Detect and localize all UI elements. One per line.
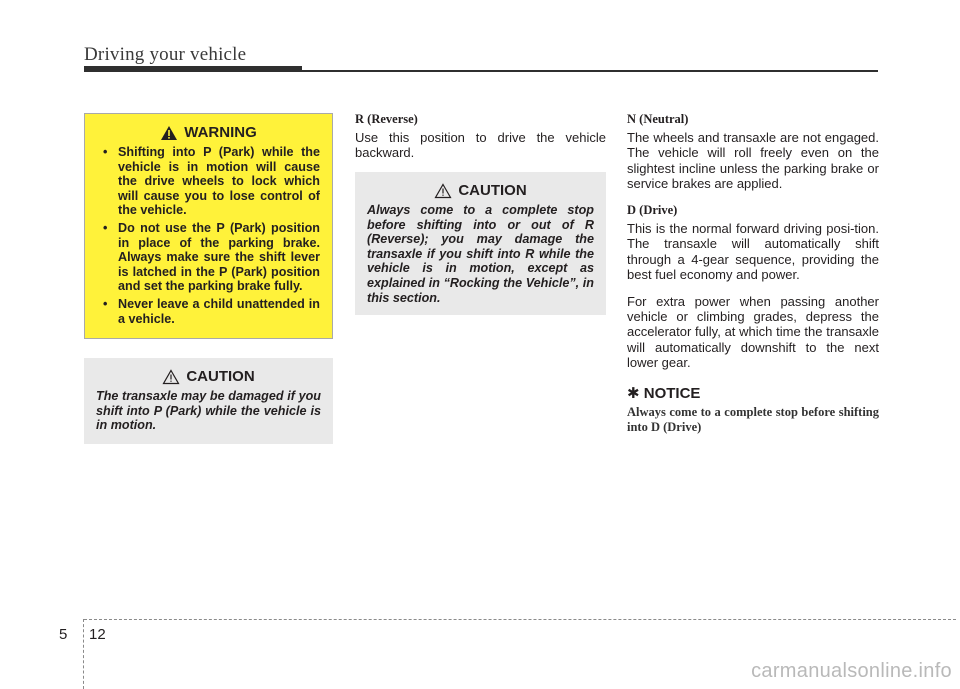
caution-text: The transaxle may be damaged if you shift into P (Park) while the vehicle is in motion. [96, 389, 321, 433]
section-title: Driving your vehicle [84, 44, 247, 65]
drive-text-1: This is the normal forward driving posi-tion. The transaxle will automatically shift through a 4-gear sequence, providing the best fuel economy and power. [627, 221, 879, 282]
caution-box-park [84, 358, 333, 444]
warning-bullet: • Do not use the P (Park) position in place of the parking brake. Always make sure the shift lever is latched in the P (Park) position and set the parking brake fully. [103, 220, 320, 294]
reverse-heading: R (Reverse) [355, 112, 418, 126]
page-number: 12 [89, 626, 106, 643]
caution-triangle-icon [434, 183, 452, 199]
reverse-text: Use this position to drive the vehicle backward. [355, 130, 606, 161]
caution-header [367, 182, 594, 199]
drive-heading: D (Drive) [627, 203, 678, 218]
notice-title: ✱ NOTICE [627, 385, 701, 403]
caution-text: Always come to a complete stop before shifting into or out of R (Reverse); you may damage the transaxle if you shift into R while the vehicle is in motion, except as explained in “Rocking the Vehicle”, in this section. [367, 203, 594, 305]
caution-title: CAUTION [458, 182, 527, 199]
warning-box [84, 113, 333, 339]
warning-bullet: • Never leave a child unattended in a vehicle. [103, 296, 320, 326]
neutral-heading: N (Neutral) [627, 112, 689, 126]
column-middle [355, 112, 606, 173]
header-rule-thin [84, 70, 878, 72]
warning-title: WARNING [184, 124, 257, 141]
footer-rule [84, 619, 956, 620]
footer-divider [83, 619, 84, 689]
caution-header [96, 368, 321, 385]
notice-text: Always come to a complete stop before shifting into D (Drive) [627, 405, 879, 435]
caution-box-reverse [355, 172, 606, 315]
warning-bullet: • Shifting into P (Park) while the vehicle is in motion will cause the drive wheels to lock which will cause you to lose control of the vehicle. [103, 145, 320, 218]
column-right [627, 112, 879, 435]
caution-triangle-icon [162, 369, 180, 385]
watermark: carmanualsonline.info [751, 660, 952, 682]
drive-text-2: For extra power when passing another vehicle or climbing grades, depress the accelerator fully, at which time the transaxle will automatically downshift to the next lower gear. [627, 294, 879, 370]
chapter-number: 5 [59, 626, 68, 643]
warning-header [97, 124, 320, 141]
caution-title: CAUTION [186, 368, 255, 385]
warning-triangle-icon [160, 125, 178, 141]
warning-list [97, 145, 320, 326]
neutral-text: The wheels and transaxle are not engaged. The vehicle will roll freely even on the slightest incline unless the parking brake or service brakes are applied. [627, 130, 879, 191]
